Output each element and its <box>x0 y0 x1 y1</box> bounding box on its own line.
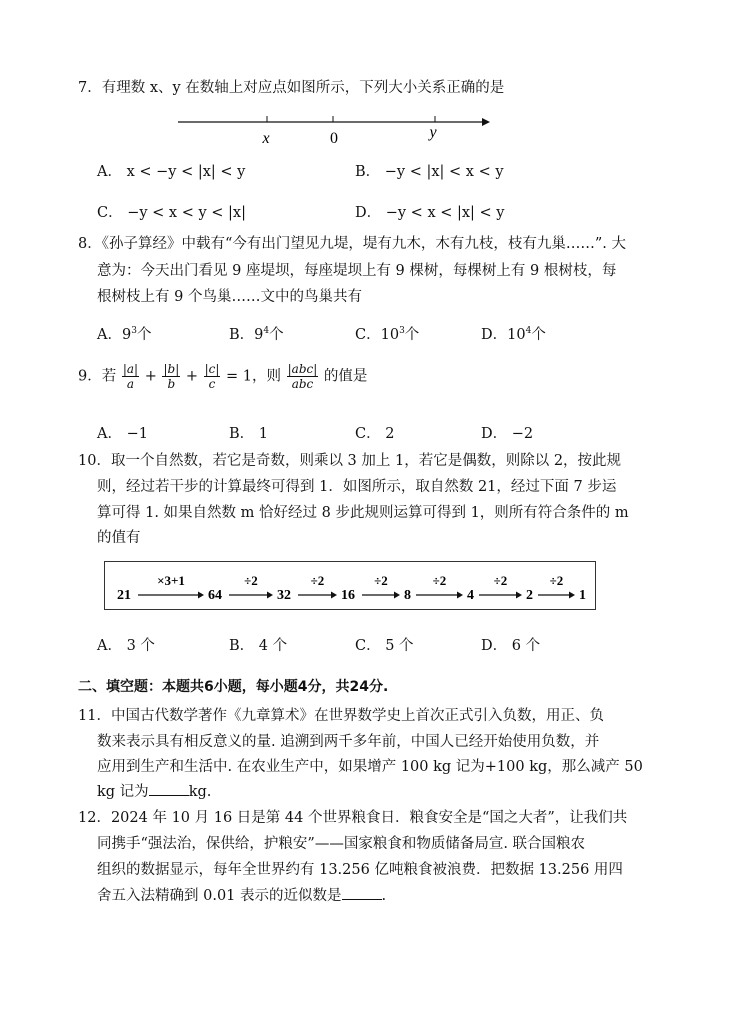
q8-option-b: B．$9^4$个 <box>229 326 284 343</box>
q10-option-b: B． 4 个 <box>229 638 288 654</box>
q7-option-d: D． −y < x < |x| < y <box>355 205 505 221</box>
chain-arrow-head <box>198 592 204 599</box>
q10-option-a: A． 3 个 <box>97 638 155 654</box>
chain-operation-label: ÷2 <box>493 573 508 588</box>
q8-line2: 意为：今天出门看见 9 座堤坝，每座堤坝上有 9 棵树，每棵树上有 9 根树枝，每 <box>97 263 617 279</box>
q10-line1: 10．取一个自然数，若它是奇数，则乘以 3 加上 1，若它是偶数，则除以 2，按此规 <box>78 453 622 469</box>
chain-operation-label: ÷2 <box>374 573 388 588</box>
q10-chain-box <box>104 561 596 610</box>
q9-frac-c: $\frac{|c|}{c}$ <box>204 362 220 391</box>
q7-option-c: C． −y < x < y < |x| <box>97 205 246 221</box>
chain-number: 21 <box>117 588 131 603</box>
q9-frac-abc: $\frac{\text{|abc|}}{\text{abc}}$ <box>287 362 318 391</box>
q8-option-c: C．$10^3$个 <box>355 326 420 343</box>
q8-line3: 根树枝上有 9 个鸟巢……文中的鸟巢共有 <box>97 289 362 305</box>
chain-operation-label: ÷2 <box>244 573 258 588</box>
chain-number: 16 <box>341 588 355 603</box>
chain-arrow-head <box>516 592 522 599</box>
q12-line2: 同携手“强法治，保供给，护粮安”——国家粮食和物质储备局宣. 联合国粮农 <box>97 836 586 852</box>
axis-label-x: x <box>262 130 270 147</box>
q12-answer-blank[interactable] <box>342 899 382 900</box>
q11-line2: 数来表示具有相反意义的量. 追溯到两千多年前，中国人已经开始使用负数，并 <box>97 734 600 750</box>
chain-arrow-head <box>569 592 575 599</box>
q7-number-line <box>170 108 500 148</box>
chain-number: 64 <box>208 588 222 603</box>
chain-arrow-head <box>394 592 400 599</box>
chain-arrow-head <box>331 592 337 599</box>
q10-line3: 算可得 1. 如果自然数 m 恰好经过 8 步此规则运算可得到 1，则所有符合条件的 m <box>97 505 629 521</box>
q10-option-c: C． 5 个 <box>355 638 414 654</box>
q9-option-b: B． 1 <box>229 426 268 442</box>
q11-line1: 11．中国古代数学著作《九章算术》在世界数学史上首次正式引入负数，用正、负 <box>78 708 604 724</box>
chain-arrow-head <box>457 592 463 599</box>
q9-option-a: A． −1 <box>97 426 148 442</box>
q9-stem: 9．若 $\frac{|a|}{a}$ + $\frac{|b|}{b}$ + $\frac{|c|}{c}$ = 1，则 $\frac{\text{|abc|}}{\text{abc}}$ 的值是 <box>78 362 368 391</box>
q9-option-d: D． −2 <box>481 426 534 442</box>
q7-option-a: A． x < −y < |x| < y <box>97 164 246 180</box>
axis-label-y: y <box>429 124 437 141</box>
q7-option-b: B． −y < |x| < x < y <box>355 164 504 180</box>
section2-heading: 二、填空题：本题共6小题，每小题4分，共24分. <box>78 679 389 695</box>
q10-chain-diagram <box>105 562 595 609</box>
chain-arrow-head <box>267 592 273 599</box>
q12-line4: 舍五入法精确到 0.01 表示的近似数是 . <box>97 888 387 904</box>
q11-line3: 应用到生产和生活中. 在农业生产中，如果增产 100 kg 记为+100 kg，那么减产 50 <box>97 759 643 775</box>
q8-option-d: D．$10^4$个 <box>481 326 546 343</box>
chain-number: 4 <box>467 588 474 603</box>
chain-operation-label: ÷2 <box>549 573 564 588</box>
q9-option-c: C． 2 <box>355 426 395 442</box>
q8-option-a: A．$9^3$个 <box>97 326 152 343</box>
chain-number: 2 <box>526 588 533 603</box>
q12-line1: 12．2024 年 10 月 16 日是第 44 个世界粮食日．粮食安全是“国之大者”，让我们共 <box>78 810 628 826</box>
chain-operation-label: ÷2 <box>432 573 447 588</box>
q10-line4: 的值有 <box>97 530 141 546</box>
q10-line2: 则，经过若干步的计算最终可得到 1．如图所示，取自然数 21，经过下面 7 步运 <box>97 479 617 495</box>
chain-number: 8 <box>404 588 411 603</box>
q11-line4: kg 记为 kg. <box>97 784 212 800</box>
q9-frac-b: $\frac{|b|}{b}$ <box>163 362 180 391</box>
q9-frac-a: $\frac{|a|}{a}$ <box>122 362 139 391</box>
q12-line3: 组织的数据显示，每年全世界约有 13.256 亿吨粮食被浪费．把数据 13.256 用四 <box>97 862 623 878</box>
chain-number: 1 <box>579 588 586 603</box>
chain-operation-label: ×3+1 <box>157 573 185 588</box>
chain-number: 32 <box>277 588 291 603</box>
q7-stem: 7．有理数 x、y 在数轴上对应点如图所示，下列大小关系正确的是 <box>78 80 505 96</box>
axis-label-zero: 0 <box>330 130 338 147</box>
q8-line1: 8．《孙子算经》中载有“今有出门望见九堤，堤有九木，木有九枝，枝有九巢……”. 大 <box>78 236 627 252</box>
q11-answer-blank[interactable] <box>149 795 189 796</box>
q10-option-d: D． 6 个 <box>481 638 541 654</box>
chain-operation-label: ÷2 <box>310 573 325 588</box>
